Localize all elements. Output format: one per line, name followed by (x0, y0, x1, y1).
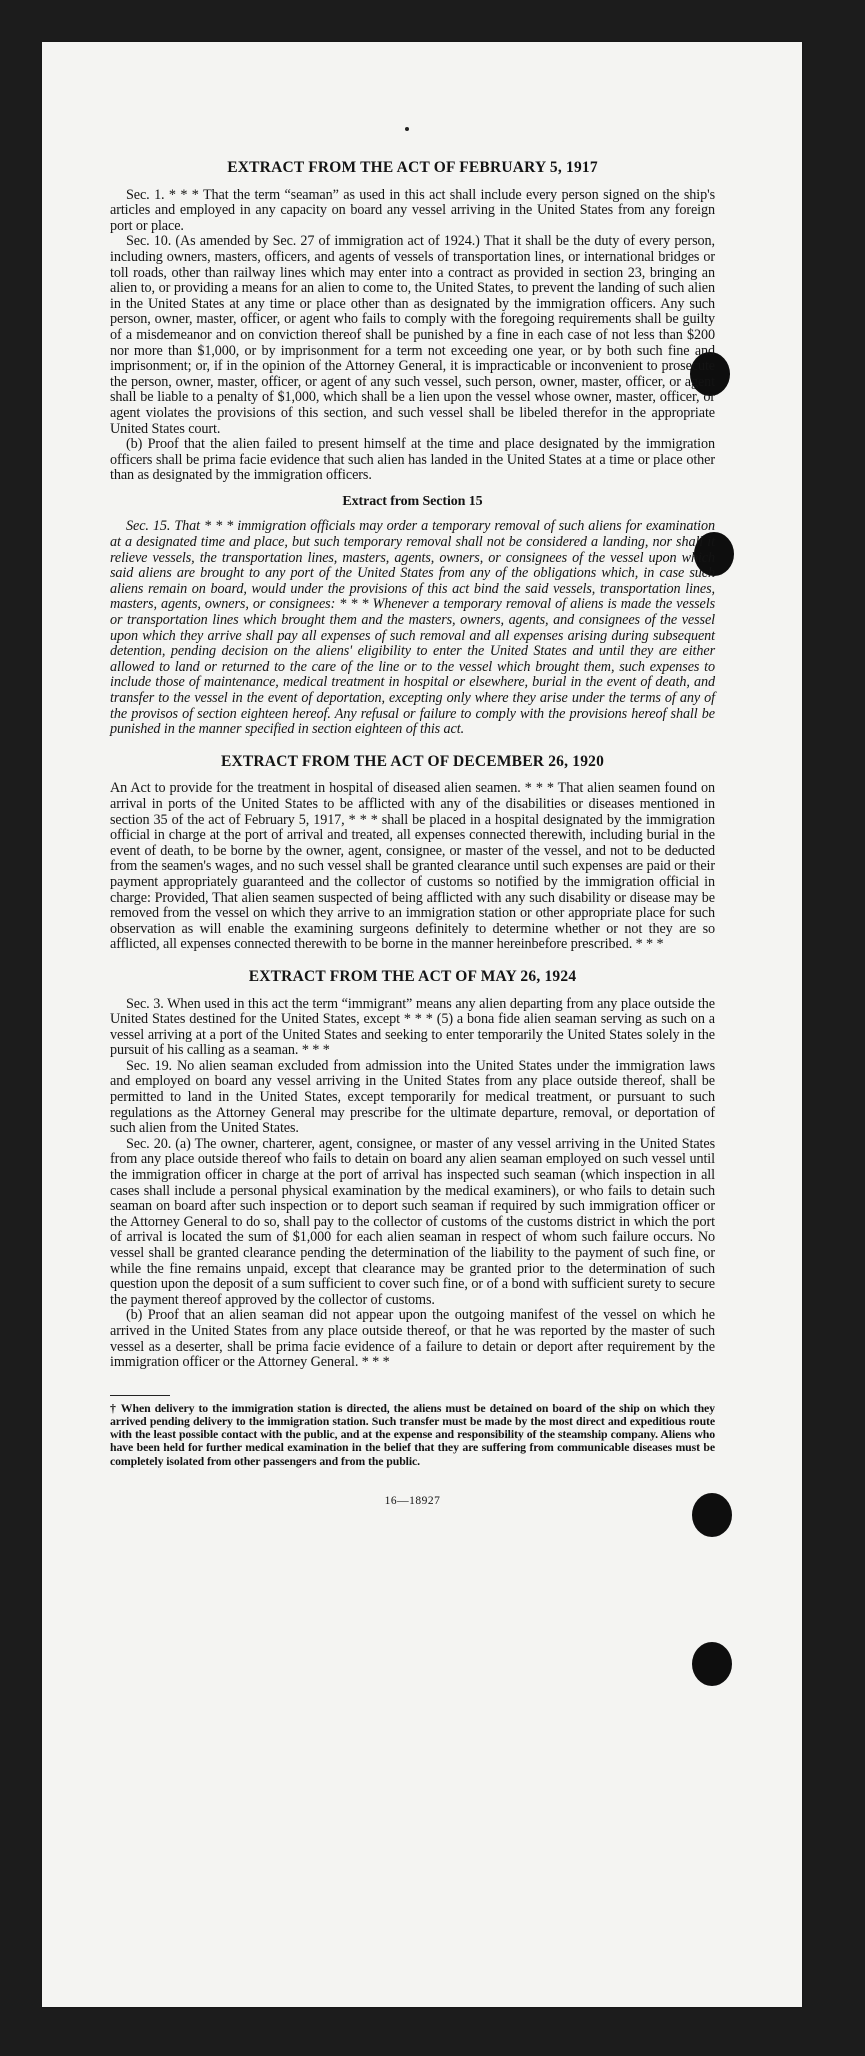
footnote-divider (110, 1395, 170, 1396)
section-heading-1920: EXTRACT FROM THE ACT OF DECEMBER 26, 1920 (220, 752, 605, 770)
document-body (110, 115, 715, 1509)
paragraph-sec-10-b: (b) Proof that the alien failed to present himself at the time and place designated by the immigration officers shall be prima facie evidence that such alien has landed in the United States at a time or place other than as designated by the immigration officers. (110, 436, 715, 484)
paragraph-sec-20-b: (b) Proof that an alien seaman did not appear upon the outgoing manifest of the vessel on which he arrived in the United States from any place outside thereof, or that he was reported by the master of such vessel as a deserter, shall be prima facie evidence of a failure to detain or deport after requirement by the immigration officer or the Attorney General. * * * (110, 1307, 715, 1371)
paragraph-act-1920: An Act to provide for the treatment in hospital of diseased alien seamen. * * * That alien seamen found on arrival in ports of the United States to be afflicted with any of the disabilities or diseases mentioned in section 35 of the act of February 5, 1917, * * * shall be placed in a hospital designated by the immigration official in charge at the port of arrival and treated, all expenses connected therewith, including burial in the event of death, to be borne by the owner, agent, consignee, or master of the vessel, and not to be deducted from the seamen's wages, and no such vessel shall be granted clearance until such expenses are paid or their payment appropriately guaranteed and the collector of customs so notified by the immigration official in charge: Provided, That alien seamen suspected of being afflicted with any such disability or disease may be removed from the vessel on which they arrive to an immigration station or other appropriate place for such observation as will enable the examining surgeons definitely to determine whether or not they are so afflicted, all expenses connected therewith to be borne in the manner hereinbefore prescribed. * * * (110, 780, 715, 953)
print-code: 16—18927 (384, 1494, 441, 1507)
paragraph-sec-3: Sec. 3. When used in this act the term “immigrant” means any alien departing from any place outside the United States destined for the United States, except * * * (5) a bona fide alien seaman serving as such on a vessel arriving at a port of the United States and seeking to enter temporarily the United States solely in the pursuit of his calling as a seaman. * * * (110, 995, 715, 1059)
paragraph-sec-20: Sec. 20. (a) The owner, charterer, agent, consignee, or master of any vessel arriving in the United States from any place outside thereof who fails to detain on board any alien seaman employed on such vessel until the immigration officer in charge at the port of arrival has inspected such seaman (which inspection in all cases shall include a personal physical examination by the medical examiners), or who fails to detain such seaman on board after such inspection or to deport such seaman if required by such immigration officer or the Attorney General to do so, shall pay to the collector of customs of the customs district in which the port of arrival is located the sum of $1,000 for each alien seaman in respect of whom such failure occurs. No vessel shall be granted clearance pending the determination of the liability to the payment of such fine, or while the fine remains unpaid, except that clearance may be granted prior to the determination of such question upon the deposit of a sum sufficient to cover such fine, or of a bond with sufficient surety to secure the payment thereof approved by the collector of customs. (110, 1135, 715, 1308)
paragraph-sec-1: Sec. 1. * * * That the term “seaman” as used in this act shall include every person signed on the ship's articles and employed in any capacity on board any vessel arriving in the United States from any foreign port or place. (110, 186, 715, 234)
section-heading-sec-15: Extract from Section 15 (342, 493, 483, 509)
paragraph-sec-10: Sec. 10. (As amended by Sec. 27 of immigration act of 1924.) That it shall be the duty of every person, including owners, masters, officers, and agents of vessels of transportation lines, or international bridges or toll roads, other than railway lines which may enter into a contract as provided in section 23, bringing an alien to, or providing a means for an alien to come to, the United States, to prevent the landing of such alien in the United States at any time or place other than as designated by the immigration officers. Any such person, owner, master, officer, or agent who fails to comply with the foregoing requirements shall be guilty of a misdemeanor and on conviction thereof shall be punished by a fine in each case of not less than $200 nor more than $1,000, or by imprisonment for a term not exceeding one year, or by both such fine and imprisonment; or, if in the opinion of the Attorney General, it is impracticable or inconvenient to prosecute the person, owner, master, officer, or agent of any such vessel, such person, owner, master, officer, or agent shall be liable to a penalty of $1,000, which shall be a lien upon the vessel whose owner, master, officer, or agent violates the provisions of this section, and such vessel shall be libeled therefor in the appropriate United States court. (110, 233, 715, 437)
section-heading-1924: EXTRACT FROM THE ACT OF MAY 26, 1924 (248, 967, 577, 985)
paragraph-sec-19: Sec. 19. No alien seaman excluded from admission into the United States under the immigration laws and employed on board any vessel arriving in the United States from any place outside thereof, shall be permitted to land in the United States, except temporarily for medical treatment, or pursuant to such regulations as the Attorney General may prescribe for the ultimate departure, removal, or deportation of such alien from the United States. (110, 1057, 715, 1137)
paragraph-sec-15: Sec. 15. That * * * immigration officials may order a temporary removal of such aliens for examination at a designated time and place, but such temporary removal shall not be considered a landing, nor shall it relieve vessels, the transportation lines, masters, agents, owners, or consignees of the vessel upon which said aliens are brought to any port of the United States from any of the obligations which, in case such aliens remain on board, would under the provisions of this act bind the said vessels, transportation lines, masters, agents, owners, or consignees: * * * Whenever a temporary removal of aliens is made the vessels or transportation lines which brought them and the masters, owners, agents, and consignees of the vessel upon which they arrive shall pay all expenses of such removal and all expenses arising during subsequent detention, pending decision on the aliens' eligibility to enter the United States and until they are either allowed to land or returned to the care of the line or to the vessel which brought them, such expenses to include those of maintenance, medical treatment in hospital or elsewhere, burial in the event of death, and transfer to the vessel in the event of deportation, excepting only where they arise under the terms of any of the provisos of section eighteen hereof. Any refusal or failure to comply with the provisions hereof shall be punished in the manner specified in section eighteen of this act. (110, 518, 715, 738)
section-heading-1917: EXTRACT FROM THE ACT OF FEBRUARY 5, 1917 (227, 159, 598, 176)
punch-hole (692, 1642, 732, 1686)
footnote: † When delivery to the immigration station is directed, the aliens must be detained on board of the ship on which they arrived pending delivery to the immigration station. Such transfer must be made by the most direct and expeditious route with the least possible contact with the public, and at the expense and responsibility of the steamship company. Aliens who have been held for further medical examination in the belief that they are suffering from communicable diseases must be completely isolated from other passengers and from the public. (110, 1400, 715, 1468)
